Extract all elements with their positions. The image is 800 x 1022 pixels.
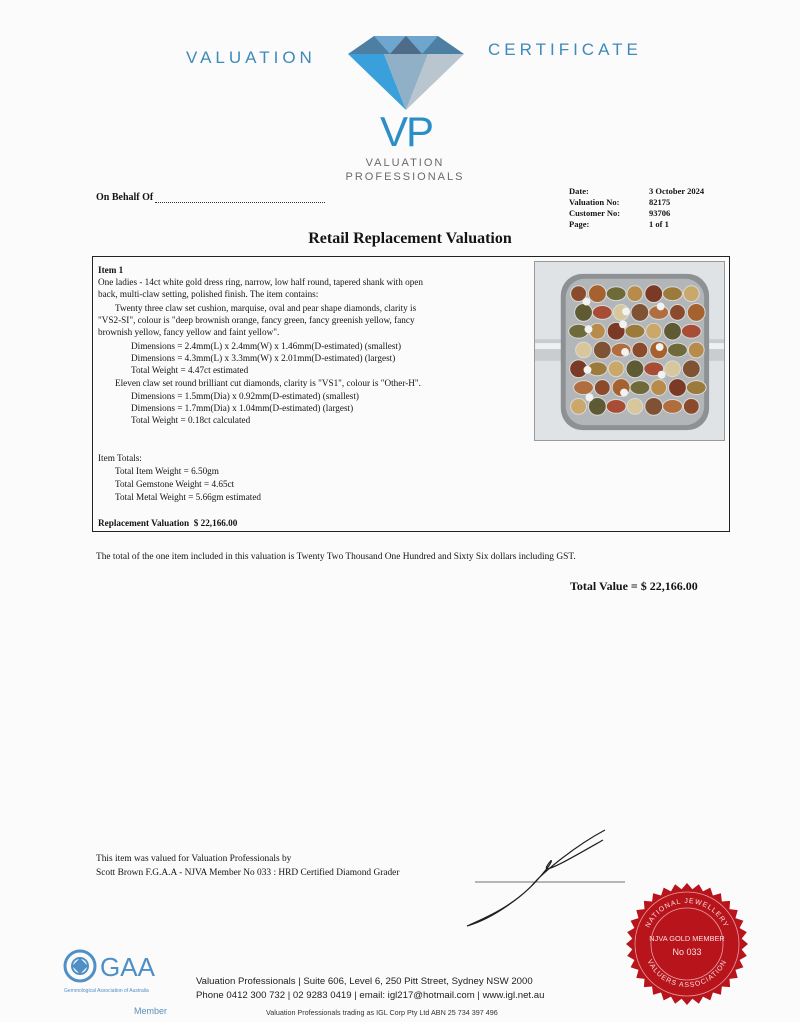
seal-line-1: NJVA GOLD MEMBER: [649, 934, 725, 943]
gemstone: [632, 342, 648, 358]
item-line: Total Weight = 0.18ct calculated: [131, 415, 251, 425]
gemstone: [645, 397, 663, 415]
gemstone: [664, 322, 682, 340]
gemstone: [593, 341, 611, 359]
diamond-stone: [585, 394, 593, 402]
item-line: "VS2-SI", colour is "deep brownish orange, fancy green, fancy greenish yellow, fancy: [98, 315, 415, 325]
item-line: Dimensions = 1.7mm(Dia) x 1.04mm(D-estimated) (largest): [131, 403, 354, 413]
valuation-meta: [569, 186, 704, 230]
diamond-stone: [620, 389, 628, 397]
signature: [455, 826, 630, 930]
seal-top-arc: NATIONAL JEWELLERY: [644, 897, 730, 929]
item-total-line: Total Metal Weight = 5.66gm estimated: [115, 492, 262, 502]
item-total-line: Total Gemstone Weight = 4.65ct: [115, 479, 235, 489]
item-line: Dimensions = 4.3mm(L) x 3.3mm(W) x 2.01mm(D-estimated) (largest): [131, 353, 396, 363]
gemstone: [682, 360, 700, 378]
valued-by-line-2: Scott Brown F.G.A.A - NJVA Member No 033 : HRD Certified Diamond Grader: [96, 868, 400, 878]
gemstone: [688, 342, 704, 358]
gemstone: [631, 304, 649, 322]
gaa-text: GAA: [100, 952, 155, 982]
gemstone: [627, 398, 643, 414]
item-total-line: Total Item Weight = 6.50gm: [115, 466, 219, 476]
diamond-stone: [619, 320, 627, 328]
diamond-stone: [621, 348, 629, 356]
gemstone: [571, 398, 587, 414]
seal-line-2: No 033: [672, 947, 702, 957]
gaa-member-label: Member: [134, 1006, 168, 1016]
diamond-stone: [585, 325, 593, 333]
footer-address: Valuation Professionals | Suite 606, Level 6, 250 Pitt Street, Sydney NSW 2000: [196, 976, 533, 987]
item-totals-heading: Item Totals:: [98, 453, 142, 463]
on-behalf-of: [96, 192, 325, 203]
date-value: 3 October 2024: [649, 186, 705, 196]
gemstone: [686, 381, 706, 395]
page-value: 1 of 1: [649, 219, 669, 229]
footer-legal: Valuation Professionals trading as IGL Corp Pty Ltd ABN 25 734 397 496: [266, 1008, 498, 1017]
logo-subtitle-1: VALUATION: [365, 157, 445, 169]
gaa-logo: [62, 944, 188, 996]
njva-seal: [624, 881, 750, 1007]
item-line: Dimensions = 1.5mm(Dia) x 0.92mm(D-estimated) (smallest): [131, 391, 359, 401]
item-box: [92, 256, 730, 532]
gemstone: [646, 323, 662, 339]
gemstone: [668, 343, 688, 357]
gemstone: [663, 399, 683, 413]
gemstone: [608, 361, 624, 377]
gemstone: [630, 381, 650, 395]
gemstone: [576, 342, 592, 358]
replacement-valuation-value: $ 22,166.00: [193, 518, 238, 528]
logo-mark: VP: [379, 108, 433, 155]
gemstone: [665, 361, 681, 377]
gemstone: [575, 304, 593, 322]
item-line: back, multi-claw setting, polished finish. The item contains:: [98, 289, 319, 299]
item-line: Total Weight = 4.47ct estimated: [131, 365, 249, 375]
replacement-valuation: [98, 517, 237, 529]
gemstone: [606, 287, 626, 301]
diamond-stone: [583, 298, 591, 306]
gemstone: [683, 398, 699, 414]
item-line: One ladies - 14ct white gold dress ring, narrow, low half round, tapered shank with open: [98, 277, 423, 287]
header-word-left: VALUATION: [186, 48, 316, 67]
valuation-no-value: 82175: [649, 197, 671, 207]
gemstone: [588, 285, 606, 303]
gemstone: [574, 381, 594, 395]
seal-bottom-arc: VALUERS ASSOCIATION: [645, 958, 729, 990]
gemstone: [625, 324, 645, 338]
gemstone: [687, 304, 705, 322]
gemstone: [683, 286, 699, 302]
item-line: brownish yellow, fancy yellow and faint yellow".: [98, 327, 280, 337]
diamond-icon: [344, 34, 468, 112]
date-label: Date:: [569, 186, 589, 196]
gemstone: [627, 286, 643, 302]
header-word-right: CERTIFICATE: [488, 40, 642, 59]
diamond-stone: [656, 343, 664, 351]
replacement-valuation-label: Replacement Valuation: [98, 518, 190, 528]
customer-no-label: Customer No:: [569, 208, 621, 218]
item-line: Twenty three claw set cushion, marquise, oval and pear shape diamonds, clarity is: [115, 303, 417, 313]
gemstone: [663, 287, 683, 301]
gemstone: [669, 379, 687, 397]
total-value: Total Value = $ 22,166.00: [570, 579, 698, 593]
total-sentence: The total of the one item included in this valuation is Twenty Two Thousand One Hundred and Sixty Six dollars including GST.: [96, 552, 576, 562]
gemstone: [626, 360, 644, 378]
page-label: Page:: [569, 219, 590, 229]
diamond-stone: [657, 303, 665, 311]
item-heading: Item 1: [98, 265, 124, 275]
gemstone: [594, 380, 610, 396]
on-behalf-label: On Behalf Of: [96, 192, 154, 203]
gemstone: [651, 380, 667, 396]
diamond-stone: [622, 307, 630, 315]
document-title: Retail Replacement Valuation: [308, 230, 512, 247]
logo-subtitle-2: PROFESSIONALS: [345, 171, 465, 183]
item-line: Eleven claw set round brilliant cut diamonds, clarity is "VS1", colour is "Other-H".: [115, 378, 421, 388]
diamond-stone: [584, 366, 592, 374]
item-line: Dimensions = 2.4mm(L) x 2.4mm(W) x 1.46mm(D-estimated) (smallest): [131, 341, 402, 351]
gemstone: [645, 285, 663, 303]
gemstone: [681, 324, 701, 338]
customer-no-value: 93706: [649, 208, 671, 218]
valuation-no-label: Valuation No:: [569, 197, 620, 207]
gemstone: [606, 399, 626, 413]
gemstone: [670, 305, 686, 321]
diamond-stone: [658, 371, 666, 379]
valued-by-line-1: This item was valued for Valuation Professionals by: [96, 854, 292, 864]
gaa-small-text: Gemmological Association of Australia: [64, 988, 149, 994]
on-behalf-blank-line: [155, 194, 325, 203]
gemstone: [592, 306, 612, 320]
ring-photo: [534, 261, 725, 441]
footer-contact: Phone 0412 300 732 | 02 9283 0419 | email: igl217@hotmail.com | www.igl.net.au: [196, 990, 545, 1001]
